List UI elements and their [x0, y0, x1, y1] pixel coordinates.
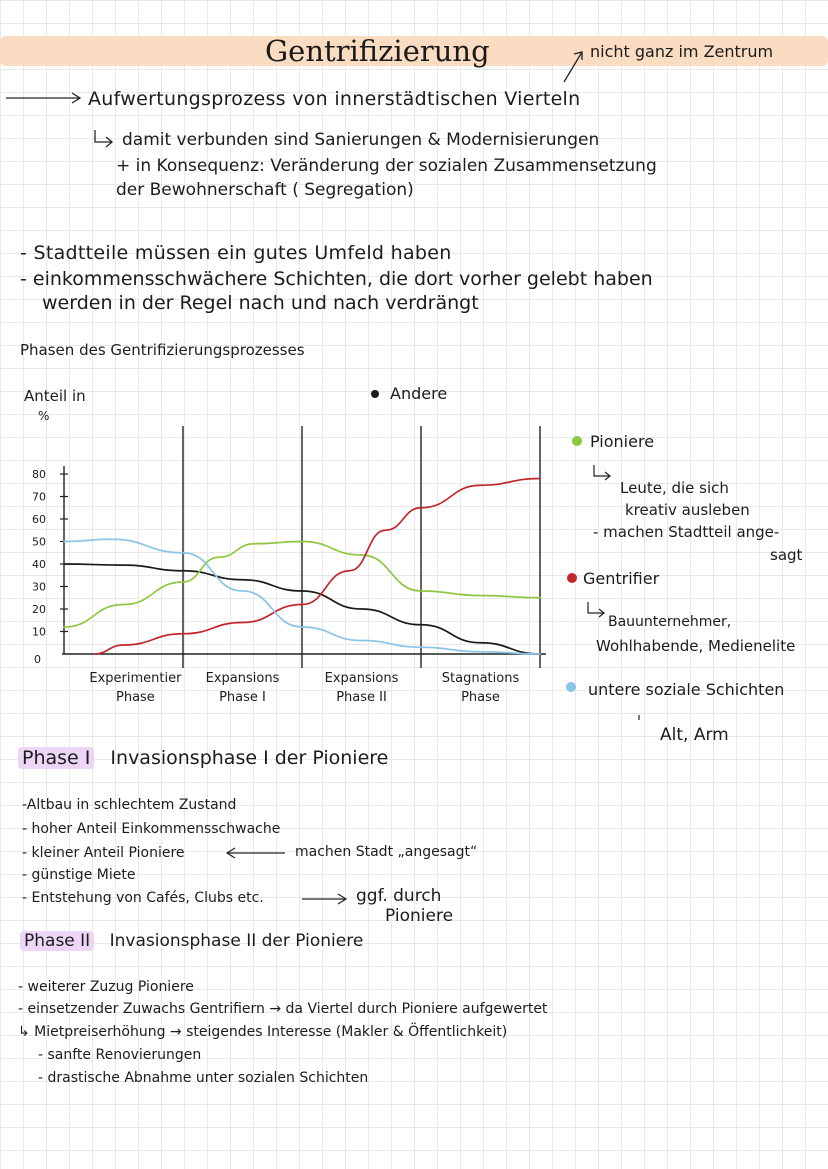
phase-label-3-line-1: Expansions [324, 671, 399, 686]
phase-1-item-1: -Altbau in schlechtem Zustand [22, 797, 237, 813]
phase-label-1-line-1: Experimentier [89, 671, 182, 686]
corner-arrow-icon [639, 715, 655, 720]
legend-untere-dot [566, 682, 576, 692]
phase-1-heading: Invasionsphase I der Pioniere [110, 747, 389, 769]
y-tick-label: 50 [32, 535, 46, 549]
legend-gentrifier-note-1: Bauunternehmer, [608, 614, 732, 630]
y-tick-label: 80 [32, 468, 46, 481]
y-tick-label: 10 [32, 625, 46, 639]
legend-andere-dot [371, 390, 379, 398]
legend-gentrifier: Gentrifier [583, 569, 660, 588]
phase-1-section [18, 749, 388, 768]
bullet-2: - einkommensschwächere Schichten, die dort vorher gelebt haben [20, 268, 653, 290]
arrow-right-icon [6, 90, 86, 106]
page-title: Gentrifizierung [265, 34, 490, 68]
legend-untere: untere soziale Schichten [588, 680, 785, 699]
y-tick-label: 0 [34, 653, 41, 666]
legend-untere-note: Alt, Arm [660, 725, 729, 745]
definition-line-3: + in Konsequenz: Veränderung der sozialen Zusammensetzung [116, 156, 657, 176]
y-tick-label: 30 [32, 580, 46, 594]
y-tick-label: 70 [32, 490, 46, 504]
legend-gentrifier-note-2: Wohlhabende, Medienelite [596, 637, 796, 655]
phase-1-item-5: - Entstehung von Cafés, Clubs etc. [22, 890, 264, 906]
bullet-3: werden in der Regel nach und nach verdrängt [42, 292, 479, 314]
phase-label-2-line-1: Expansions [205, 671, 280, 686]
phase-1-item-3: - kleiner Anteil Pioniere [22, 845, 185, 861]
legend-gentrifier-dot [567, 573, 577, 583]
gentrification-chart [0, 370, 828, 720]
chart-heading: Phasen des Gentrifizierungsprozesses [20, 341, 305, 359]
phase-1-arrow-note: machen Stadt „angesagt“ [295, 844, 478, 860]
phase-1-label: Phase I [18, 747, 94, 769]
arrow-ne-icon [560, 46, 590, 86]
phase-2-item-2: - einsetzender Zuwachs Gentrifiern → da Viertel durch Pioniere aufgewertet [18, 1001, 548, 1017]
y-axis-label: Anteil in [24, 387, 86, 405]
y-tick-label: 60 [32, 513, 46, 526]
phase-2-item-5: - drastische Abnahme unter sozialen Schichten [38, 1070, 369, 1086]
phase-1-cafe-note-2: Pioniere [385, 906, 454, 926]
legend-pioniere-note-2: kreativ ausleben [625, 501, 750, 519]
arrow-right-icon [302, 892, 350, 906]
phase-label-3-line-2: Phase II [336, 690, 387, 705]
definition-line-2: damit verbunden sind Sanierungen & Modernisierungen [122, 130, 600, 150]
bullet-1: - Stadtteile müssen ein gutes Umfeld haben [20, 242, 452, 264]
phase-2-item-4: - sanfte Renovierungen [38, 1047, 202, 1063]
phase-1-item-2: - hoher Anteil Einkommensschwache [22, 821, 281, 837]
phase-2-item-1: - weiterer Zuzug Pioniere [18, 979, 194, 995]
phase-label-4-line-1: Stagnations [441, 671, 520, 686]
side-note: nicht ganz im Zentrum [590, 42, 774, 61]
legend-andere: Andere [390, 384, 448, 403]
y-axis-unit: % [38, 409, 50, 423]
corner-arrow-icon [92, 128, 116, 150]
definition-line-4: der Bewohnerschaft ( Segregation) [116, 180, 414, 200]
legend-pioniere-dot [572, 436, 582, 446]
phase-label-4-line-2: Phase [461, 690, 500, 705]
arrow-left-icon [225, 846, 289, 860]
legend-pioniere-note-3: - machen Stadtteil ange- [593, 523, 780, 541]
definition-line-1: Aufwertungsprozess von innerstädtischen Vierteln [88, 88, 581, 110]
phase-2-heading: Invasionsphase II der Pioniere [109, 931, 364, 951]
phase-1-cafe-note-1: ggf. durch [356, 886, 442, 906]
y-tick-label: 40 [32, 558, 46, 571]
legend-pioniere-note-4: sagt [770, 546, 803, 564]
legend-pioniere: Pioniere [590, 432, 655, 451]
phase-label-1-line-2: Phase [115, 690, 155, 705]
phase-2-section [20, 933, 363, 950]
phase-label-2-line-2: Phase I [219, 690, 266, 705]
legend-pioniere-note-1: Leute, die sich [620, 479, 729, 497]
phase-1-item-4: - günstige Miete [22, 867, 136, 883]
phase-2-item-3: ↳ Mietpreiserhöhung → steigendes Interesse (Makler & Öffentlichkeit) [18, 1024, 508, 1040]
phase-2-label: Phase II [20, 931, 94, 951]
y-tick-label: 20 [32, 603, 46, 616]
